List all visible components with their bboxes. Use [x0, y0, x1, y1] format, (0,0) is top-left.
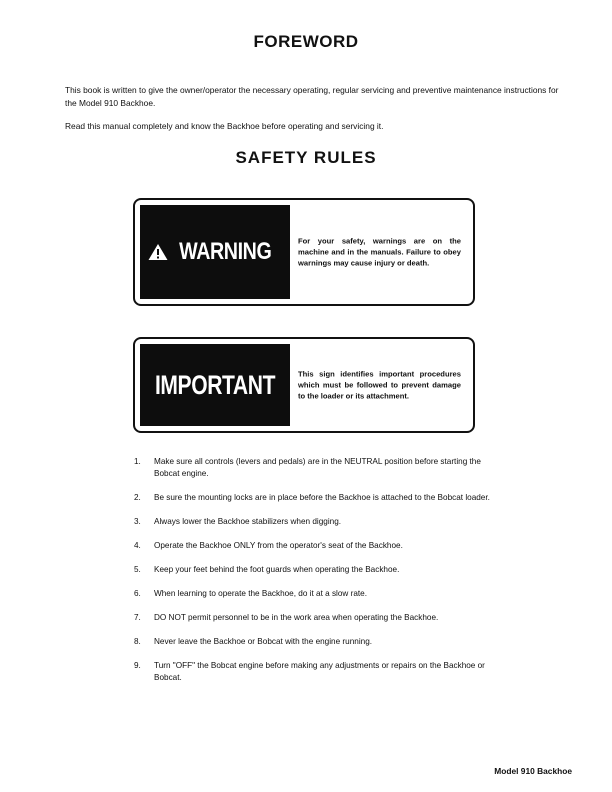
page-title: FOREWORD	[253, 32, 359, 51]
rule-number: 4.	[134, 541, 141, 550]
rule-text: Turn "OFF" the Bobcat engine before making any adjustments or repairs on the Backhoe or Bobcat.	[154, 661, 485, 682]
read-manual-paragraph: Read this manual completely and know the Backhoe before operating and servicing it.	[65, 121, 384, 131]
intro-paragraph: This book is written to give the owner/operator the necessary operating, regular servicing and preventive maintenance instructions for the Model 910 Backhoe.	[65, 85, 559, 108]
important-sign-panel	[140, 344, 290, 426]
rule-number: 6.	[134, 589, 141, 598]
rule-text: Make sure all controls (levers and pedals) are in the NEUTRAL position before starting the Bobcat engine.	[154, 457, 481, 478]
warning-label: WARNING	[179, 238, 272, 265]
rule-number: 5.	[134, 565, 141, 574]
safety-rule-item	[134, 660, 494, 684]
safety-rule-item	[134, 588, 494, 600]
rule-text: Operate the Backhoe ONLY from the operator's seat of the Backhoe.	[154, 541, 403, 550]
rule-number: 8.	[134, 637, 141, 646]
rule-number: 9.	[134, 661, 141, 670]
footer-model: Model 910 Backhoe	[494, 766, 572, 776]
rule-number: 7.	[134, 613, 141, 622]
rule-number: 3.	[134, 517, 141, 526]
rule-text: Keep your feet behind the foot guards when operating the Backhoe.	[154, 565, 400, 574]
safety-rule-item	[134, 612, 494, 624]
rule-text: Always lower the Backhoe stabilizers when digging.	[154, 517, 342, 526]
important-sign	[133, 337, 475, 433]
safety-rule-item	[134, 636, 494, 648]
rule-text: Never leave the Backhoe or Bobcat with the engine running.	[154, 637, 373, 646]
safety-rule-item	[134, 456, 494, 480]
rule-text: Be sure the mounting locks are in place before the Backhoe is attached to the Bobcat loader.	[154, 493, 490, 502]
important-label: IMPORTANT	[154, 369, 276, 400]
warning-sign-panel	[140, 205, 290, 299]
safety-rules-list	[134, 456, 494, 696]
warning-triangle-icon	[148, 243, 168, 261]
safety-rule-item	[134, 564, 494, 576]
safety-rule-item	[134, 492, 494, 504]
rule-number: 1.	[134, 457, 141, 466]
warning-sign	[133, 198, 475, 306]
important-text: This sign identifies important procedures which must be followed to prevent damage to the loader or its attachment.	[298, 369, 461, 401]
safety-rule-item	[134, 516, 494, 528]
rule-text: When learning to operate the Backhoe, do it at a slow rate.	[154, 589, 368, 598]
rule-number: 2.	[134, 493, 141, 502]
safety-rule-item	[134, 540, 494, 552]
safety-rules-title: SAFETY RULES	[235, 148, 377, 167]
warning-text: For your safety, warnings are on the machine and in the manuals. Failure to obey warnings may cause injury or death.	[298, 236, 461, 268]
rule-text: DO NOT permit personnel to be in the work area when operating the Backhoe.	[154, 613, 439, 622]
